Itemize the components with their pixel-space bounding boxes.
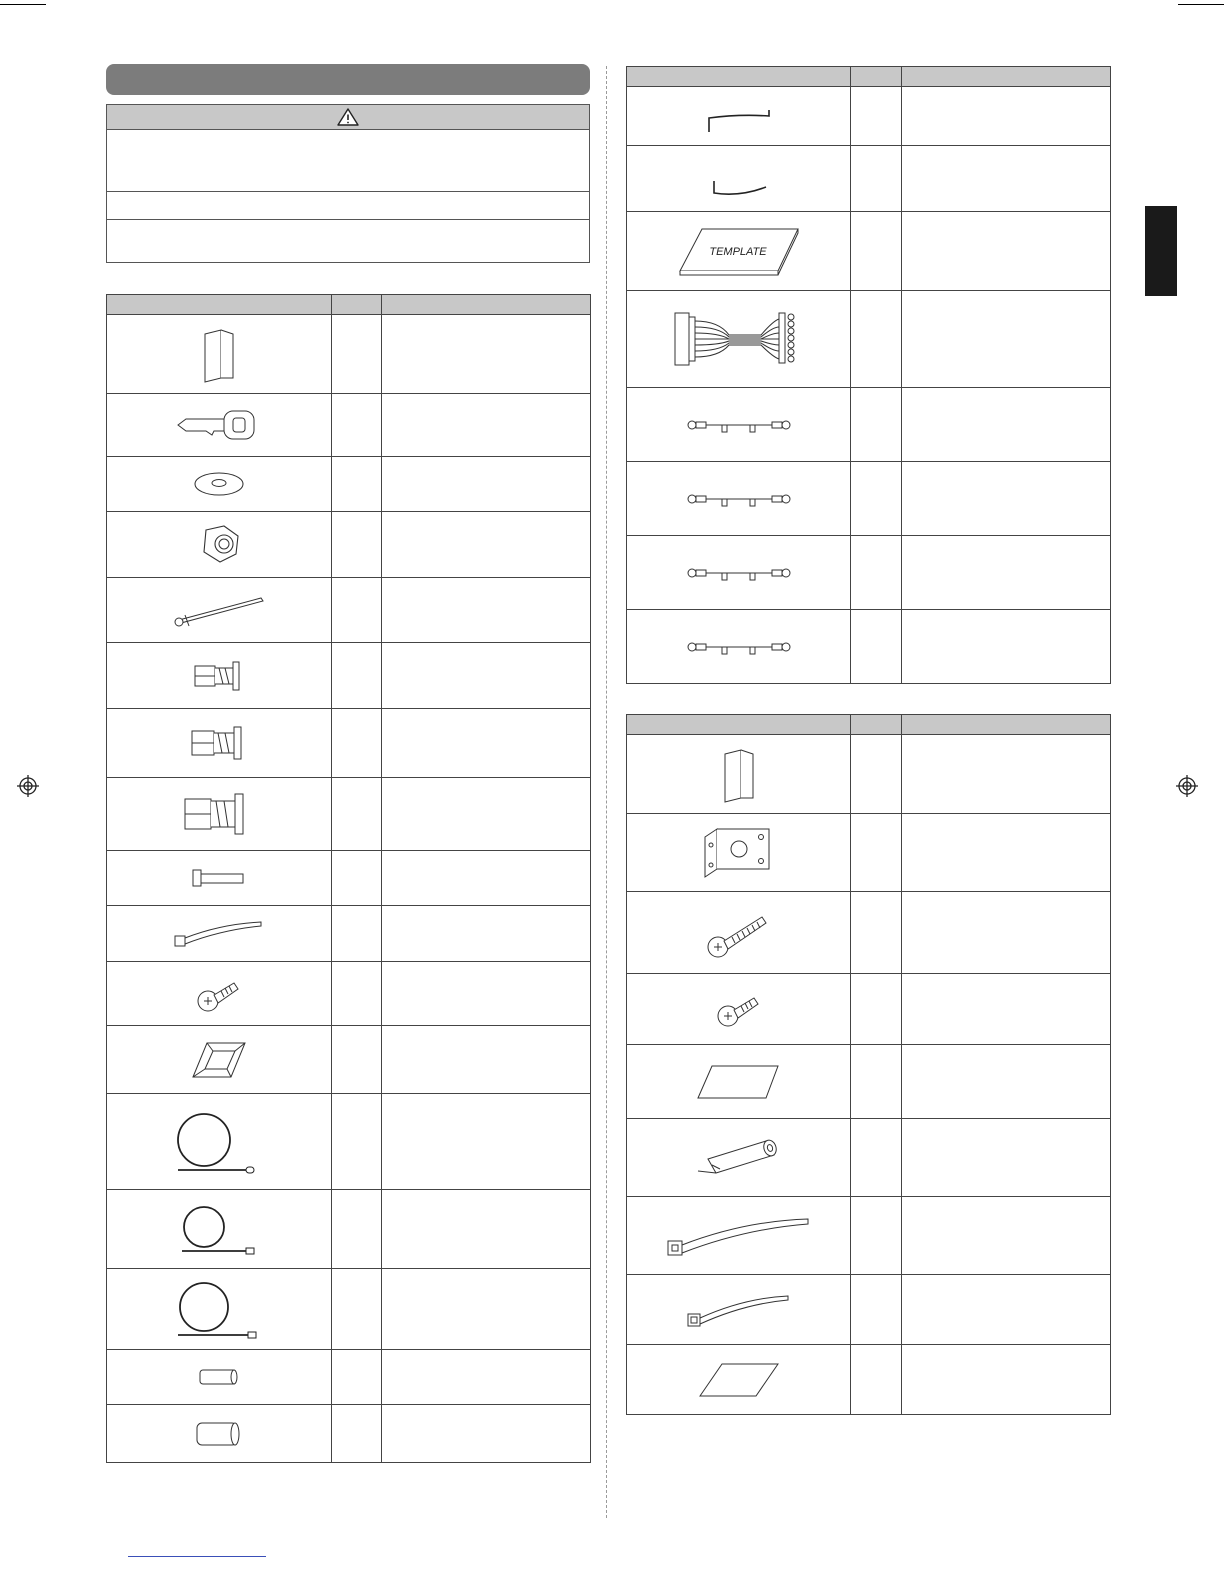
table-row: [107, 394, 591, 457]
qty-cell: [332, 778, 382, 851]
qty-cell: [332, 578, 382, 643]
qty-cell: [851, 462, 902, 536]
description-cell: [382, 778, 591, 851]
table-row: [107, 1269, 591, 1350]
description-cell: [382, 578, 591, 643]
qty-cell: [332, 512, 382, 578]
qty-cell: [851, 892, 902, 974]
table-row: [627, 974, 1111, 1045]
table-row: [107, 643, 591, 709]
column-header-description: [902, 715, 1111, 735]
description-cell: [902, 1119, 1111, 1197]
bracket-wire-icon: [699, 96, 779, 136]
long-screw-icon: [704, 905, 774, 961]
description-cell: [902, 536, 1111, 610]
table-header-row: [627, 67, 1111, 87]
part-image-cell: [627, 87, 851, 146]
column-header-description: [382, 295, 591, 315]
part-image-cell: [107, 1190, 332, 1269]
table-row: [107, 315, 591, 394]
description-cell: [902, 87, 1111, 146]
table-row: [107, 457, 591, 512]
qty-cell: [851, 610, 902, 684]
part-image-cell: [107, 643, 332, 709]
table-header-row: [627, 715, 1111, 735]
qty-cell: [332, 906, 382, 962]
qty-cell: [851, 146, 902, 212]
part-image-cell: [107, 1350, 332, 1405]
description-cell: [902, 212, 1111, 291]
description-cell: [902, 1197, 1111, 1275]
table-row: [107, 1094, 591, 1190]
warning-row: [107, 191, 589, 220]
warning-box: [106, 104, 590, 263]
table-row: [107, 1350, 591, 1405]
part-image-cell: [107, 512, 332, 578]
booklet-icon: [719, 744, 759, 804]
qty-cell: [332, 851, 382, 906]
part-image-cell: [107, 394, 332, 457]
description-cell: [382, 962, 591, 1026]
part-image-cell: [627, 291, 851, 388]
warning-header: [107, 105, 589, 130]
part-image-cell: [627, 146, 851, 212]
table-row: [107, 1405, 591, 1463]
description-cell: [382, 906, 591, 962]
table-row: [627, 462, 1111, 536]
template-label: TEMPLATE: [708, 246, 767, 258]
sensor-coil-large-icon: [174, 1104, 264, 1180]
insulation-tube-icon: [694, 1135, 784, 1181]
table-row: [107, 1190, 591, 1269]
cable-gland-large-icon: [181, 789, 257, 839]
qty-cell: [851, 1275, 902, 1345]
footer-rule: [128, 1556, 266, 1557]
qty-cell: [851, 388, 902, 462]
part-image-cell: [627, 1045, 851, 1119]
section-title-bar: [106, 64, 590, 95]
cable-tie-icon: [171, 916, 267, 952]
jumper-wire-icon: [684, 479, 794, 519]
table-row: [627, 212, 1111, 291]
part-image-cell: [627, 974, 851, 1045]
curved-wire-icon: [704, 159, 774, 199]
crop-mark: [1178, 4, 1224, 5]
part-image-cell: [627, 1345, 851, 1415]
part-image-cell: [107, 1269, 332, 1350]
table-row: [627, 610, 1111, 684]
part-image-cell: [627, 212, 851, 291]
description-cell: [382, 394, 591, 457]
qty-cell: [851, 87, 902, 146]
description-cell: [902, 291, 1111, 388]
part-image-cell: [627, 1197, 851, 1275]
table-row: [627, 814, 1111, 892]
cable-tie-icon: [684, 1288, 794, 1332]
column-header-description: [902, 67, 1111, 87]
description-cell: [902, 1045, 1111, 1119]
description-cell: [902, 610, 1111, 684]
description-cell: [382, 315, 591, 394]
booklet-icon: [199, 324, 239, 384]
qty-cell: [851, 1345, 902, 1415]
table-row: [627, 87, 1111, 146]
part-image-cell: [107, 906, 332, 962]
table-row: [627, 1345, 1111, 1415]
part-image-cell: [107, 1405, 332, 1463]
part-image-cell: [627, 735, 851, 814]
screw-icon: [714, 986, 764, 1032]
table-row: [627, 892, 1111, 974]
part-image-cell: [107, 851, 332, 906]
part-image-cell: [107, 315, 332, 394]
sensor-coil-small-icon: [174, 1275, 264, 1343]
table-row: [627, 1275, 1111, 1345]
part-image-cell: [627, 892, 851, 974]
description-cell: [382, 1269, 591, 1350]
description-cell: [902, 462, 1111, 536]
part-image-cell: [627, 1275, 851, 1345]
description-cell: [382, 1350, 591, 1405]
registration-mark-icon: [1176, 775, 1198, 797]
warning-triangle-icon: [336, 107, 360, 127]
description-cell: [382, 1190, 591, 1269]
accessory-table-left: [106, 294, 591, 1463]
qty-cell: [332, 1026, 382, 1094]
description-cell: [382, 1094, 591, 1190]
jumper-wire-icon: [684, 627, 794, 667]
column-header-qty: [332, 295, 382, 315]
part-image-cell: [107, 578, 332, 643]
qty-cell: [332, 1350, 382, 1405]
sleeve-large-icon: [191, 1419, 247, 1449]
hex-nut-icon: [194, 522, 244, 568]
description-cell: [382, 643, 591, 709]
description-cell: [382, 1405, 591, 1463]
part-image-cell: [627, 462, 851, 536]
part-image-cell: [107, 962, 332, 1026]
column-header-part: [107, 295, 332, 315]
table-row: [627, 1197, 1111, 1275]
table-row: [107, 709, 591, 778]
description-cell: [902, 388, 1111, 462]
tie-mount-icon: [189, 1037, 249, 1083]
sensor-coil-medium-icon: [174, 1197, 264, 1261]
table-row: [107, 778, 591, 851]
cable-tie-large-icon: [664, 1211, 814, 1261]
part-image-cell: [627, 388, 851, 462]
description-cell: [902, 1275, 1111, 1345]
template-sheet-icon: [674, 221, 804, 281]
table-row: [627, 146, 1111, 212]
crop-mark: [0, 4, 46, 5]
description-cell: [902, 735, 1111, 814]
qty-cell: [851, 814, 902, 892]
jumper-wire-icon: [684, 405, 794, 445]
description-cell: [382, 512, 591, 578]
column-header-qty: [851, 715, 902, 735]
table-row: [627, 735, 1111, 814]
cable-gland-small-icon: [189, 656, 249, 696]
qty-cell: [332, 315, 382, 394]
short-bolt-icon: [189, 866, 249, 890]
table-row: [107, 1026, 591, 1094]
table-row: [107, 578, 591, 643]
part-image-cell: [627, 610, 851, 684]
qty-cell: [851, 1045, 902, 1119]
description-cell: [382, 851, 591, 906]
qty-cell: [332, 457, 382, 512]
cable-gland-medium-icon: [186, 721, 252, 765]
washer-icon: [189, 469, 249, 499]
table-row: [107, 512, 591, 578]
qty-cell: [332, 1094, 382, 1190]
qty-cell: [851, 974, 902, 1045]
table-row: [627, 291, 1111, 388]
qty-cell: [332, 709, 382, 778]
table-row: [627, 1119, 1111, 1197]
registration-mark-icon: [17, 775, 39, 797]
screw-icon: [194, 971, 244, 1017]
column-header-qty: [851, 67, 902, 87]
long-bolt-icon: [169, 590, 269, 630]
warning-row: [107, 129, 589, 192]
seal-sheet-icon: [694, 1358, 784, 1402]
description-cell: [382, 709, 591, 778]
pad-sheet-icon: [694, 1060, 784, 1104]
table-row: [627, 536, 1111, 610]
qty-cell: [332, 1269, 382, 1350]
mounting-bracket-icon: [699, 825, 779, 881]
description-cell: [382, 1026, 591, 1094]
table-header-row: [107, 295, 591, 315]
table-row: [627, 388, 1111, 462]
part-image-cell: [107, 1026, 332, 1094]
column-header-part: [627, 715, 851, 735]
wire-harness-icon: [669, 309, 809, 369]
accessory-table-right-bottom: [626, 714, 1111, 1415]
sleeve-small-icon: [194, 1365, 244, 1389]
qty-cell: [851, 212, 902, 291]
table-row: [627, 1045, 1111, 1119]
column-divider: [606, 66, 607, 1518]
qty-cell: [332, 962, 382, 1026]
description-cell: [382, 457, 591, 512]
part-image-cell: [107, 778, 332, 851]
part-image-cell: [107, 1094, 332, 1190]
description-cell: [902, 1345, 1111, 1415]
qty-cell: [851, 1119, 902, 1197]
accessory-table-right-top: [626, 66, 1111, 684]
part-image-cell: [627, 536, 851, 610]
table-row: [107, 962, 591, 1026]
qty-cell: [851, 1197, 902, 1275]
table-row: [107, 851, 591, 906]
qty-cell: [332, 1190, 382, 1269]
qty-cell: [851, 735, 902, 814]
description-cell: [902, 146, 1111, 212]
table-row: [107, 906, 591, 962]
qty-cell: [851, 536, 902, 610]
part-image-cell: [627, 1119, 851, 1197]
qty-cell: [332, 643, 382, 709]
qty-cell: [332, 1405, 382, 1463]
side-tab: [1145, 206, 1177, 296]
qty-cell: [332, 394, 382, 457]
warning-row: [107, 219, 589, 263]
part-image-cell: [627, 814, 851, 892]
key-icon: [174, 405, 264, 445]
qty-cell: [851, 291, 902, 388]
description-cell: [902, 974, 1111, 1045]
description-cell: [902, 892, 1111, 974]
part-image-cell: [107, 457, 332, 512]
part-image-cell: [107, 709, 332, 778]
jumper-wire-icon: [684, 553, 794, 593]
column-header-part: [627, 67, 851, 87]
description-cell: [902, 814, 1111, 892]
